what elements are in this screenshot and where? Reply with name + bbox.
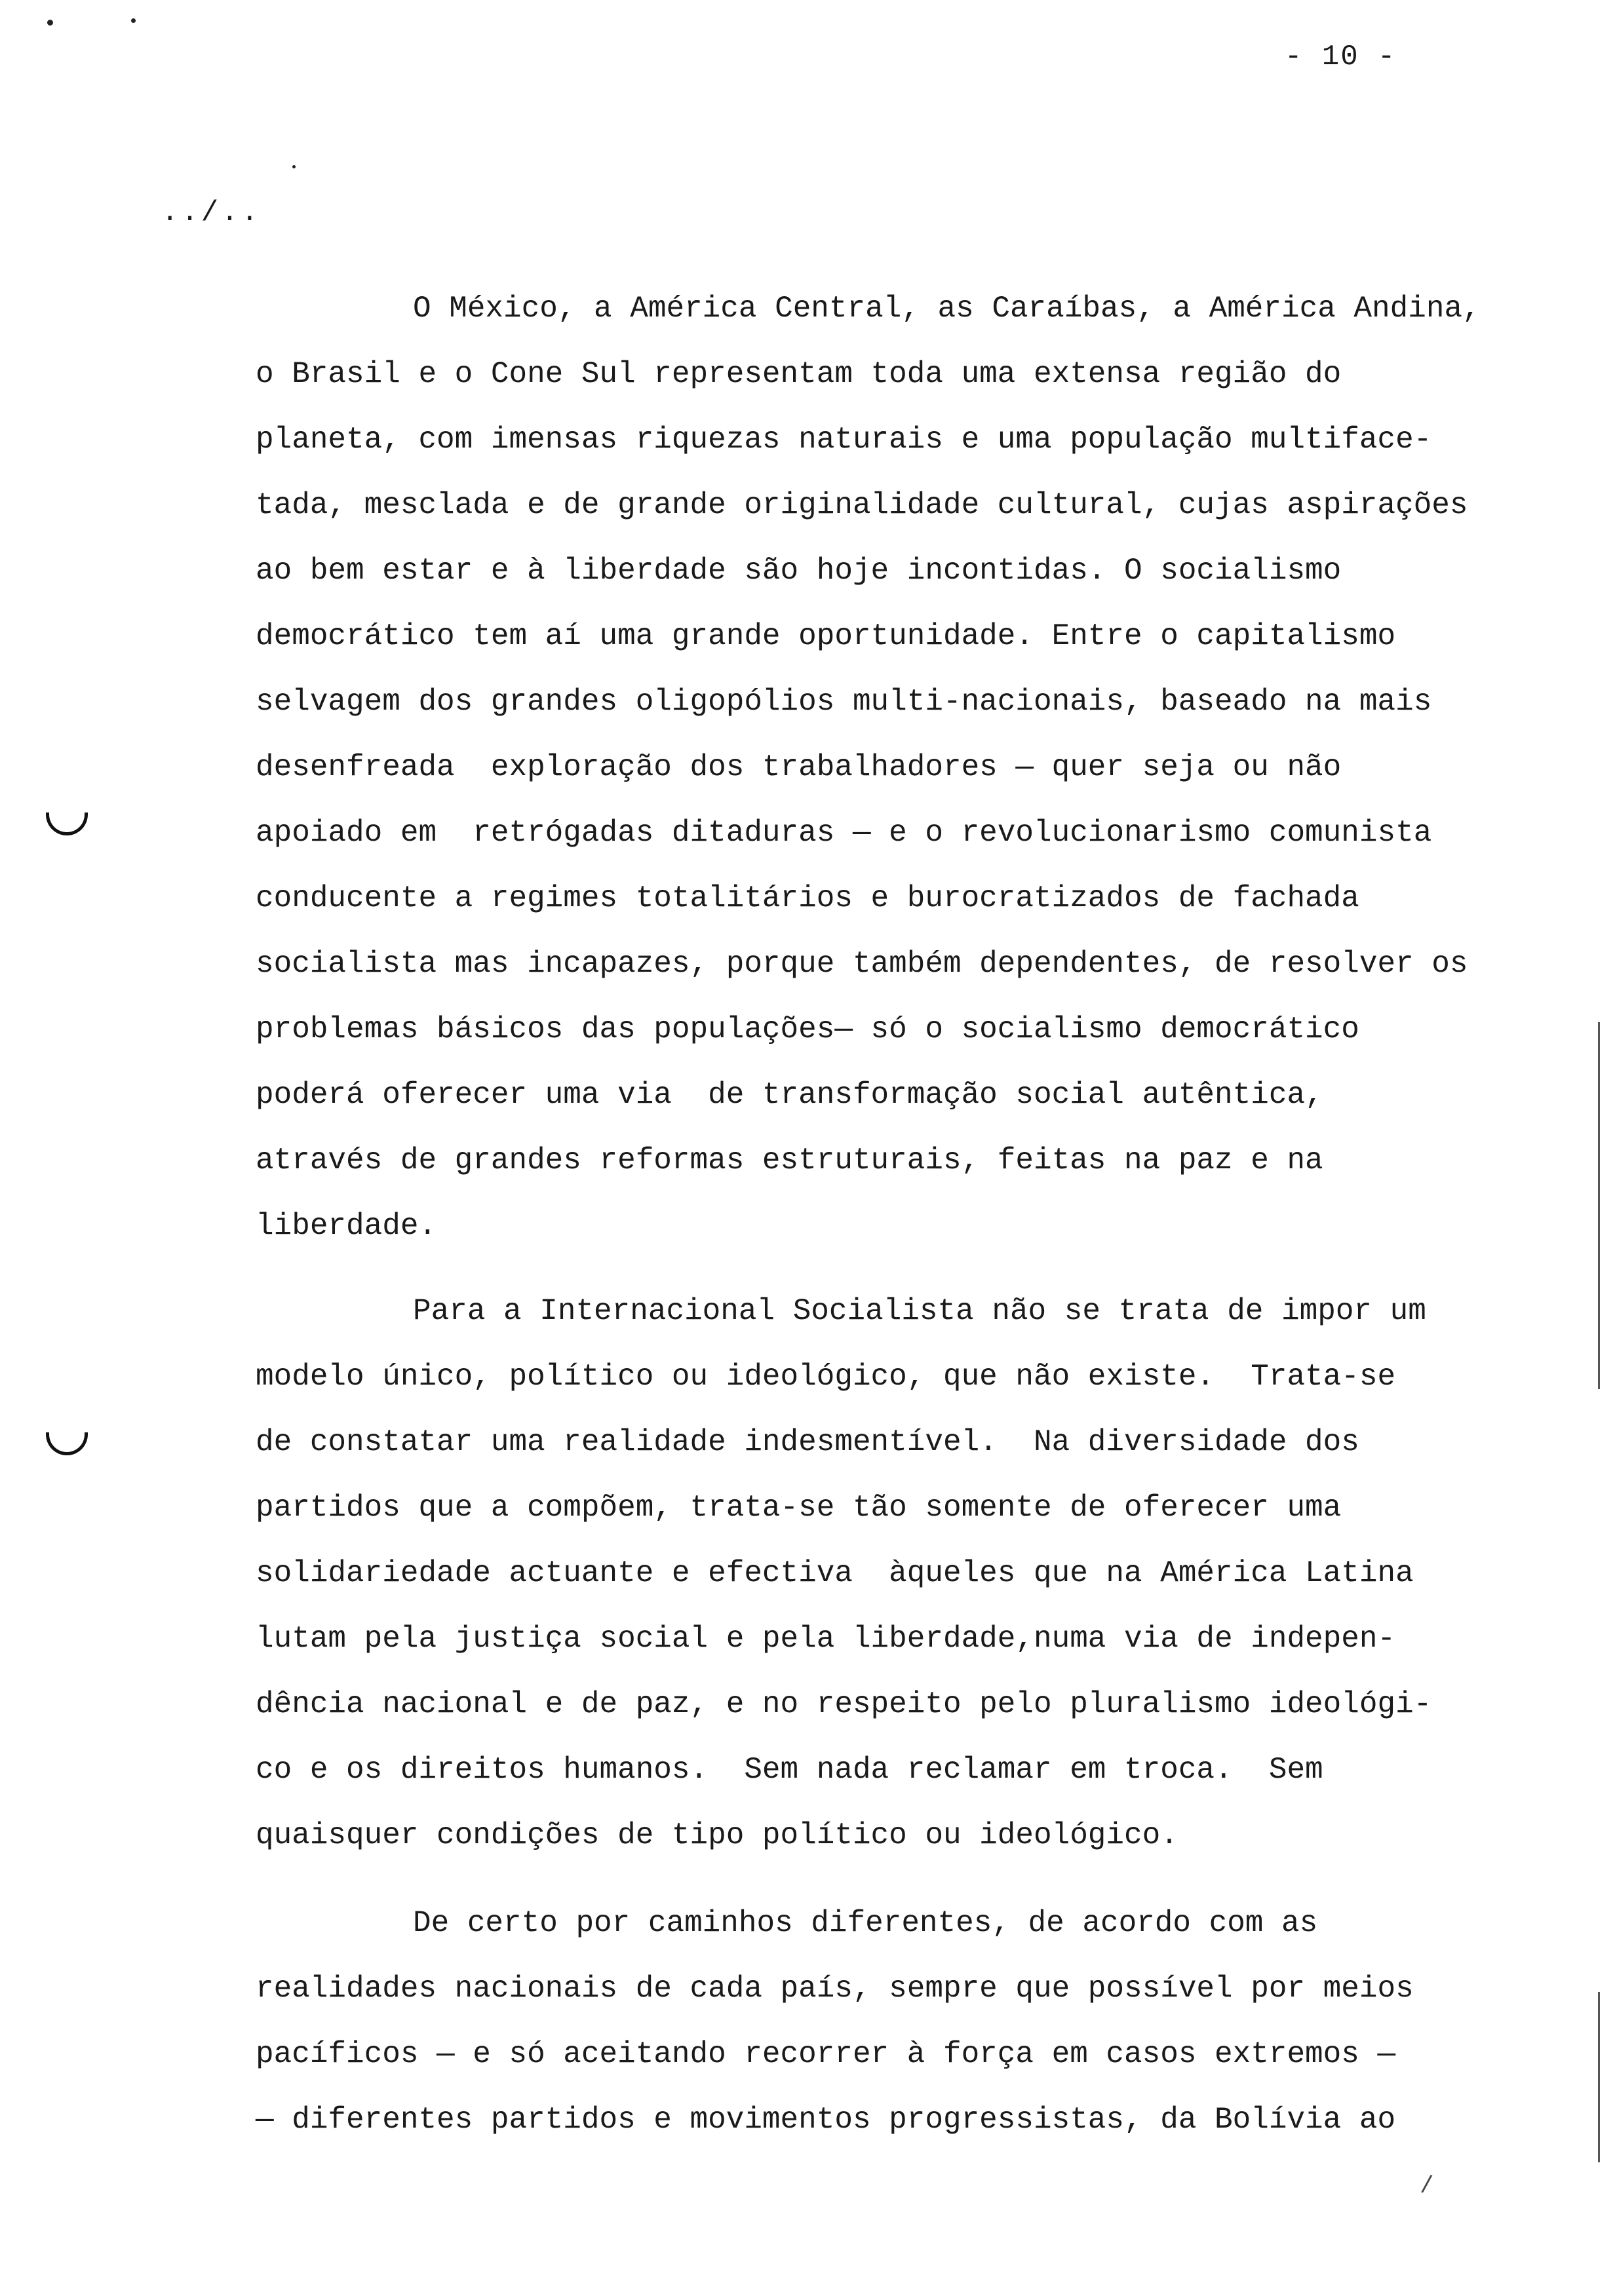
paragraph-line: Para a Internacional Socialista não se trata de impor um (413, 1294, 1426, 1328)
paragraph-line: partidos que a compõem, trata-se tão somente de oferecer uma (256, 1491, 1342, 1525)
scan-speck (47, 20, 53, 26)
paragraph-line: de constatar uma realidade indesmentível. Na diversidade dos (256, 1425, 1359, 1459)
paragraph-line: conducente a regimes totalitários e burocratizados de fachada (256, 881, 1359, 915)
paragraph-line: De certo por caminhos diferentes, de acordo com as (413, 1906, 1318, 1940)
paragraph-line: modelo único, político ou ideológico, que não existe. Trata-se (256, 1360, 1396, 1394)
paragraph-line: problemas básicos das populações— só o socialismo democrático (256, 1012, 1359, 1046)
page-number: - 10 - (1285, 41, 1397, 73)
paragraph-line: liberdade. (256, 1209, 437, 1243)
paragraph-line: desenfreada exploração dos trabalhadores — quer seja ou não (256, 750, 1342, 784)
paragraph-line: ao bem estar e à liberdade são hoje incontidas. O socialismo (256, 554, 1342, 588)
paragraph-line: planeta, com imensas riquezas naturais e uma população multiface- (256, 423, 1432, 457)
paragraph-line: poderá oferecer uma via de transformação social autêntica, (256, 1078, 1323, 1112)
scan-edge-line (1598, 1022, 1600, 1389)
footer-mark: / (1420, 2173, 1434, 2200)
paragraph-line: dência nacional e de paz, e no respeito pelo pluralismo ideológi- (256, 1687, 1432, 1721)
paragraph-line: solidariedade actuante e efectiva àqueles que na América Latina (256, 1556, 1414, 1590)
paragraph-line: tada, mesclada e de grande originalidade cultural, cujas aspirações (256, 488, 1468, 522)
paragraph-line: pacíficos — e só aceitando recorrer à força em casos extremos — (256, 2037, 1396, 2071)
paragraph-line: — diferentes partidos e movimentos progressistas, da Bolívia ao (256, 2103, 1396, 2137)
margin-hole-mark (46, 813, 88, 835)
paragraph-line: apoiado em retrógadas ditaduras — e o revolucionarismo comunista (256, 816, 1432, 850)
paragraph-line: O México, a América Central, as Caraíbas, a América Andina, (413, 292, 1481, 326)
scan-speck (131, 18, 136, 23)
paragraph-line: selvagem dos grandes oligopólios multi-nacionais, baseado na mais (256, 685, 1432, 719)
scan-edge-line (1598, 1992, 1600, 2162)
paragraph-line: através de grandes reformas estruturais, feitas na paz e na (256, 1143, 1323, 1177)
paragraph-line: realidades nacionais de cada país, sempre que possível por meios (256, 1972, 1414, 2006)
paragraph-line: co e os direitos humanos. Sem nada reclamar em troca. Sem (256, 1753, 1323, 1787)
paragraph-line: o Brasil e o Cone Sul representam toda uma extensa região do (256, 357, 1342, 391)
paragraph-line: democrático tem aí uma grande oportunidade. Entre o capitalismo (256, 619, 1396, 653)
paragraph-line: lutam pela justiça social e pela liberdade,numa via de indepen- (256, 1622, 1396, 1656)
paragraph-line: socialista mas incapazes, porque também dependentes, de resolver os (256, 947, 1468, 981)
margin-hole-mark (46, 1432, 88, 1455)
scan-speck (292, 165, 296, 168)
continuation-mark: ../.. (161, 197, 262, 229)
paragraph-line: quaisquer condições de tipo político ou ideológico. (256, 1818, 1178, 1852)
